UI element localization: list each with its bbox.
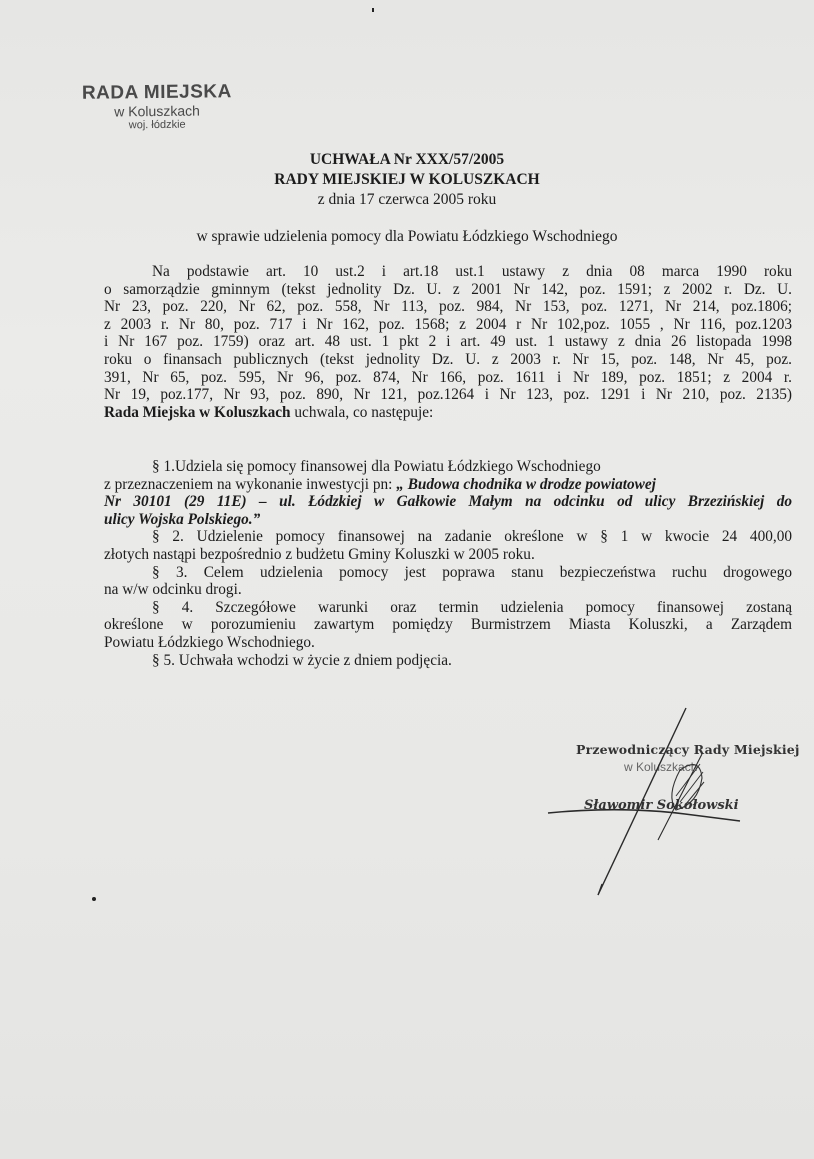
section-2-line: § 2. Udzielenie pomocy finansowej na zadanie określone w § 1 w kwocie 24 400,00 — [152, 528, 792, 546]
signatory-name: Sławomir Sokołowski — [584, 798, 739, 813]
stamp-line-1: RADA MIEJSKA — [81, 81, 232, 104]
resolution-title: UCHWAŁA Nr XXX/57/2005 — [309, 151, 505, 168]
signatory-place: w Koluszkach — [624, 760, 698, 774]
section-3-line: na w/w odcinku drogi. — [104, 581, 242, 599]
signature-block — [560, 740, 800, 870]
handwritten-signature-icon — [540, 700, 800, 900]
resolution-subject: w sprawie udzielenia pomocy dla Powiatu Łódzkiego Wschodniego — [196, 228, 618, 245]
preamble-closing — [104, 404, 792, 422]
scan-speck — [372, 8, 374, 12]
section-1-line: Nr 30101 (29 11E) – ul. Łódzkiej w Gałkowie Małym na odcinku od ulicy Brzezińskiej do — [104, 493, 792, 511]
section-4-line: określone w porozumieniu zawartym pomiędzy Burmistrzem Miasta Koluszki, a Zarządem — [104, 616, 792, 634]
section-1-line: § 1.Udziela się pomocy finansowej dla Powiatu Łódzkiego Wschodniego — [152, 458, 601, 475]
resolution-date: z dnia 17 czerwca 2005 roku — [317, 191, 497, 208]
council-stamp — [62, 81, 253, 132]
sections — [104, 458, 792, 669]
preamble-line: o samorządzie gminnym (tekst jednolity Dz. U. z 2001 Nr 142, poz. 1591; z 2002 r. Dz. U. — [104, 280, 792, 298]
closing-text: uchwala, co następuje: — [290, 403, 434, 421]
document-header — [0, 150, 814, 210]
section-1-line: ulicy Wojska Polskiego.” — [104, 510, 261, 528]
preamble-line: i Nr 167 poz. 1759) oraz art. 48 ust. 1 pkt 2 i art. 49 ust. 1 ustawy z dnia 26 listopada 1998 — [104, 333, 792, 351]
resolution-issuer: RADY MIEJSKIEJ W KOLUSZKACH — [274, 171, 540, 188]
signatory-role: Przewodniczący Rady Miejskiej — [576, 742, 800, 757]
council-name: Rada Miejska w Koluszkach — [104, 403, 291, 421]
preamble — [104, 263, 792, 421]
preamble-line: 391, Nr 65, poz. 595, Nr 96, poz. 874, Nr 166, poz. 1611 i Nr 189, poz. 1851; z 2004 r. — [104, 368, 792, 386]
preamble-line: z 2003 r. Nr 80, poz. 717 i Nr 162, poz. 1568; z 2004 r Nr 102,poz. 1055 , Nr 116, poz.1203 — [104, 315, 792, 333]
section-4-line: Powiatu Łódzkiego Wschodniego. — [104, 633, 315, 651]
preamble-line: roku o finansach publicznych (tekst jednolity Dz. U. z 2003 r. Nr 15, poz. 148, Nr 45, poz. — [104, 350, 792, 368]
stamp-line-3: woj. łódzkie — [128, 118, 186, 132]
preamble-line: Na podstawie art. 10 ust.2 i art.18 ust.1 ustawy z dnia 08 marca 1990 roku — [152, 263, 792, 280]
section-1-text: z przeznaczeniem na wykonanie inwestycji pn: — [104, 475, 397, 493]
preamble-line: Nr 19, poz.177, Nr 93, poz. 890, Nr 121, poz.1264 i Nr 123, poz. 1291 i Nr 210, poz. 2135) — [104, 386, 792, 404]
section-1-line — [104, 476, 792, 494]
investment-name: „ Budowa chodnika w drodze powiatowej — [396, 475, 656, 493]
scan-speck — [92, 897, 96, 901]
preamble-line: Nr 23, poz. 220, Nr 62, poz. 558, Nr 113, poz. 984, Nr 153, poz. 1271, Nr 214, poz.1806; — [104, 298, 792, 316]
section-2-line: złotych nastąpi bezpośrednio z budżetu Gminy Koluszki w 2005 roku. — [104, 545, 535, 563]
stamp-line-2: w Koluszkach — [114, 102, 200, 120]
section-5-line: § 5. Uchwała wchodzi w życie z dniem podjęcia. — [152, 651, 452, 669]
section-4-line: § 4. Szczegółowe warunki oraz termin udzielenia pomocy finansowej zostaną — [152, 598, 792, 616]
section-3-line: § 3. Celem udzielenia pomocy jest poprawa stanu bezpieczeństwa ruchu drogowego — [152, 563, 792, 581]
